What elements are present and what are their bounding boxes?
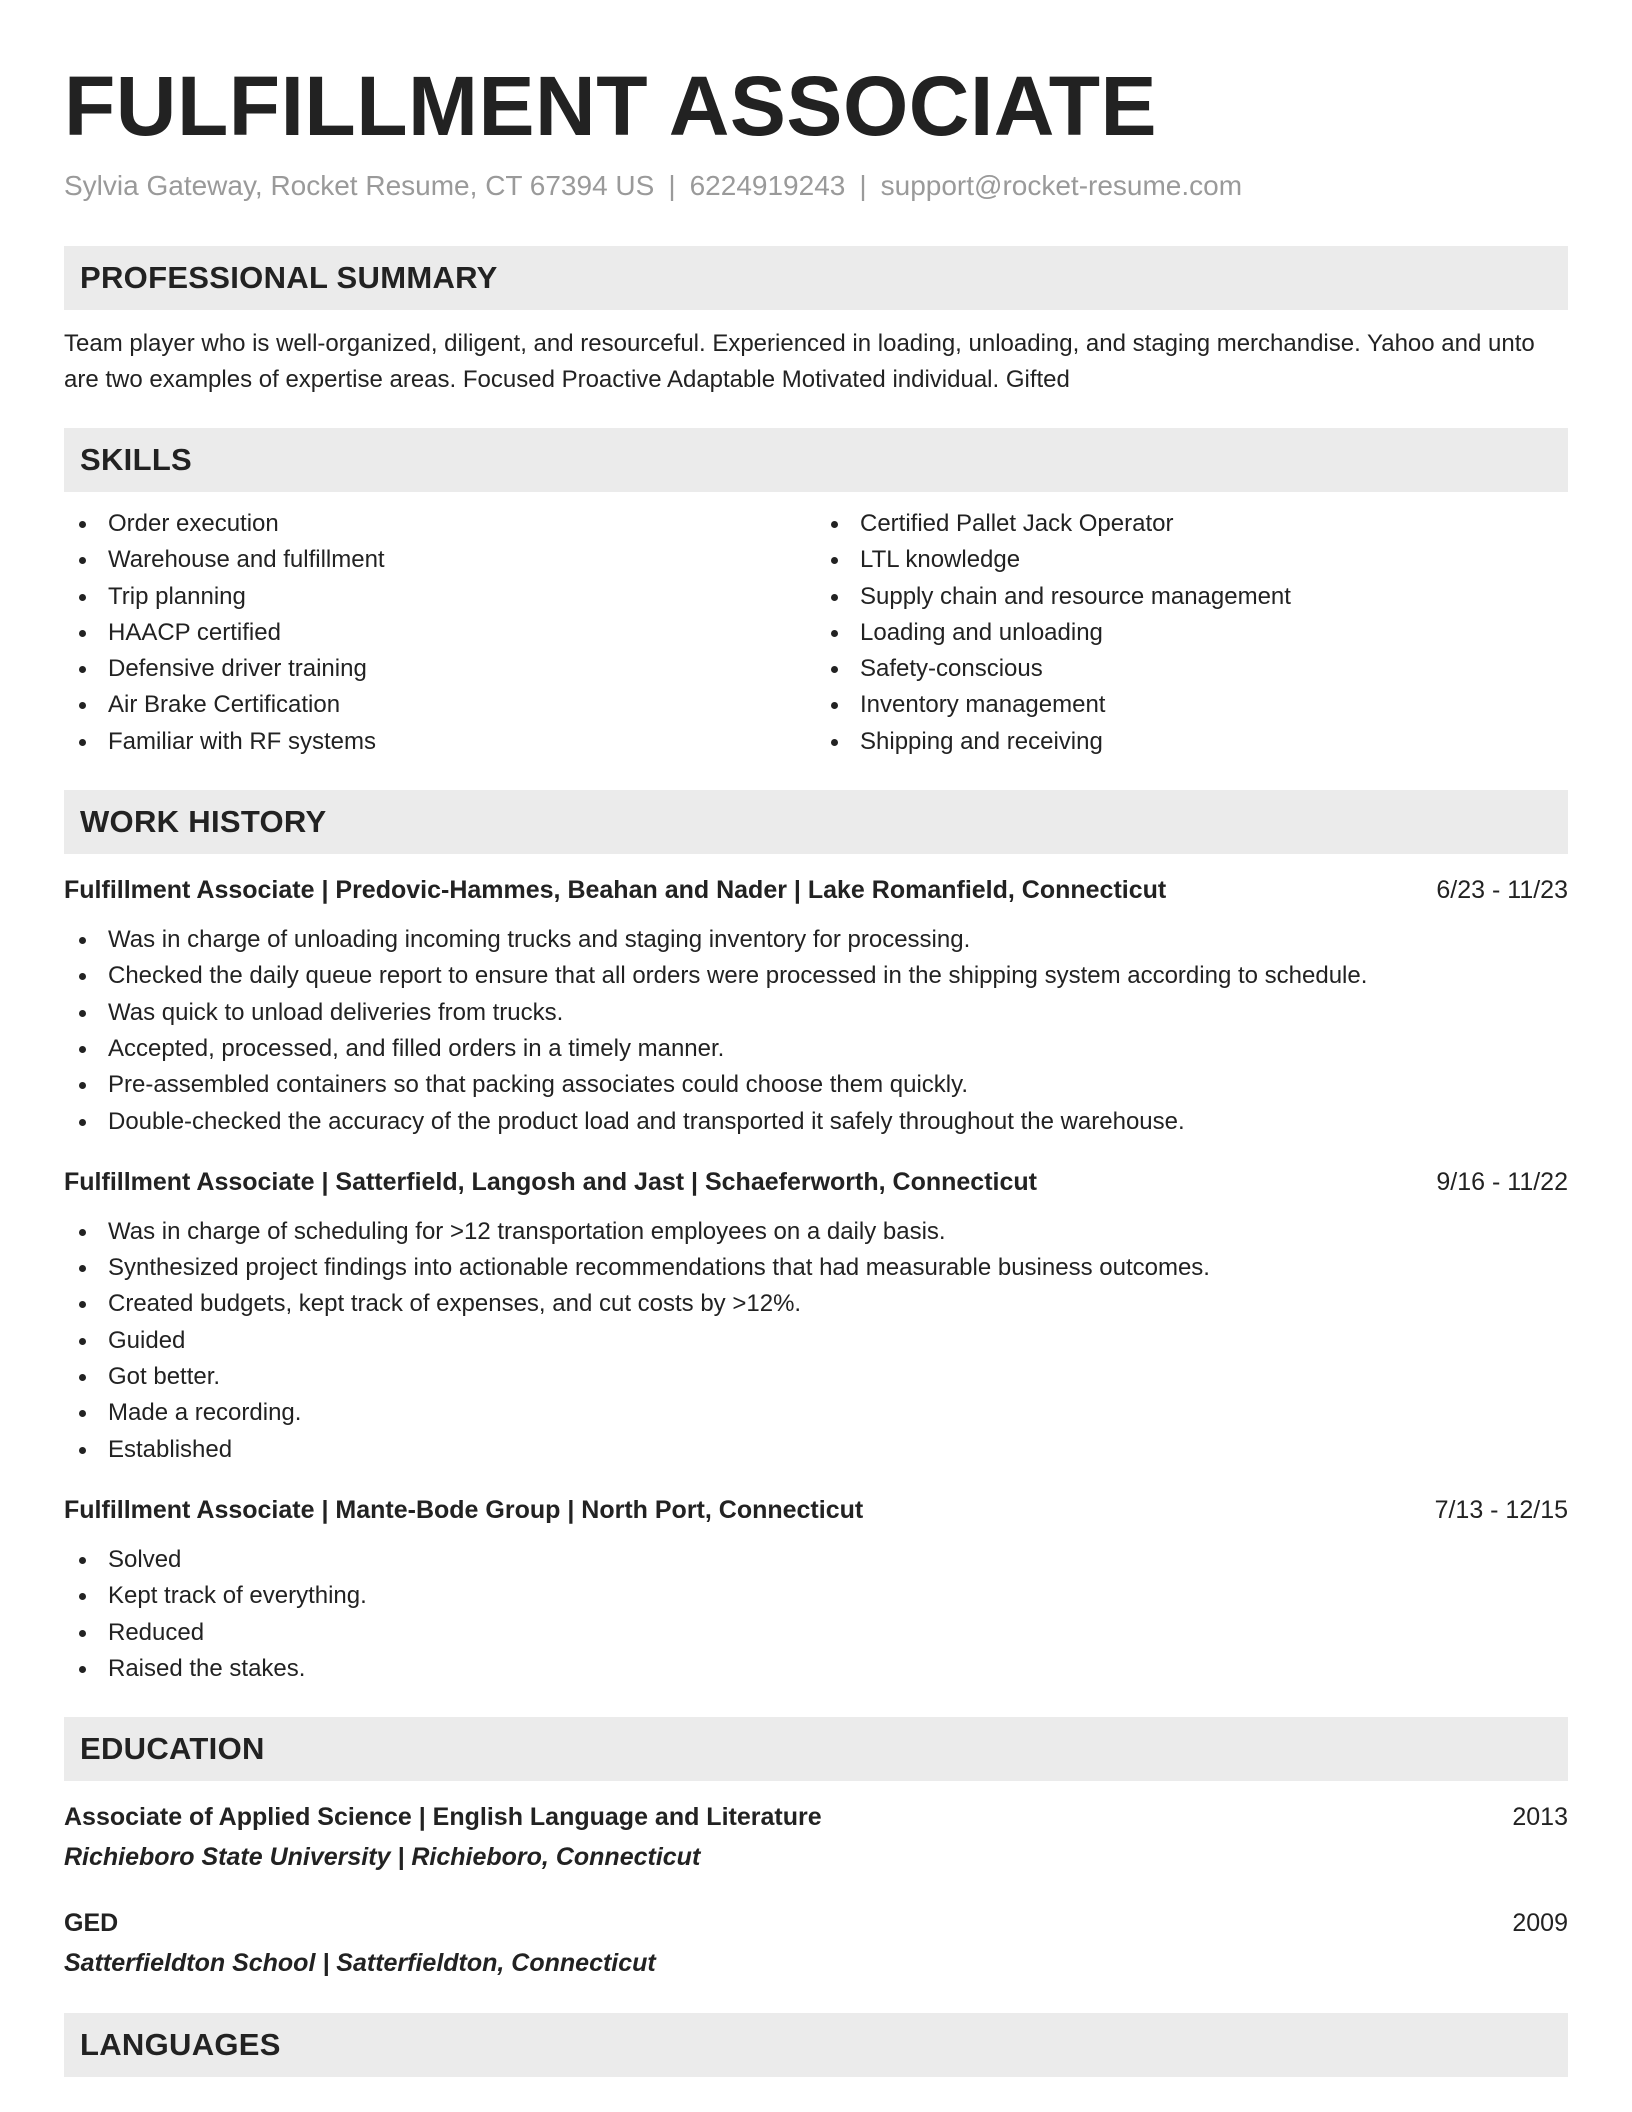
languages-section-title: LANGUAGES — [80, 2027, 281, 2063]
job-heading: Fulfillment Associate | Satterfield, Langosh and Jast | Schaeferworth, Connecticut — [64, 1167, 1037, 1196]
skill-item: HAACP certified — [64, 615, 816, 651]
education-school: Richieboro State University | Richieboro, Connecticut — [64, 1843, 701, 1872]
contact-phone: 6224919243 — [689, 170, 846, 201]
job-bullets — [64, 1214, 1568, 1468]
contact-separator: | — [859, 170, 867, 201]
job-bullet: Double-checked the accuracy of the product load and transported it safely throughout the warehouse. — [64, 1104, 1568, 1140]
job-header — [64, 1492, 1568, 1528]
skills-column-left — [64, 506, 816, 760]
skill-item: Order execution — [64, 506, 816, 542]
job-entry — [64, 1492, 1568, 1687]
education-section-header — [64, 1717, 1568, 1781]
job-bullet: Guided — [64, 1323, 1568, 1359]
education-school: Satterfieldton School | Satterfieldton, Connecticut — [64, 1949, 656, 1978]
work-section-title: WORK HISTORY — [80, 804, 327, 840]
education-degree: Associate of Applied Science | English Language and Literature — [64, 1803, 822, 1832]
resume-title: FULFILLMENT ASSOCIATE — [64, 59, 1158, 153]
education-year: 2013 — [1512, 1803, 1568, 1832]
job-bullet: Kept track of everything. — [64, 1578, 1568, 1614]
job-bullet: Got better. — [64, 1359, 1568, 1395]
education-degree: GED — [64, 1909, 119, 1938]
skill-item: Trip planning — [64, 579, 816, 615]
education-header — [64, 1905, 1568, 1941]
job-header — [64, 1164, 1568, 1200]
languages-section-header — [64, 2013, 1568, 2077]
skill-item: Supply chain and resource management — [816, 579, 1568, 615]
education-section-title: EDUCATION — [80, 1731, 265, 1767]
skill-item: Air Brake Certification — [64, 687, 816, 723]
job-dates: 6/23 - 11/23 — [1436, 876, 1568, 905]
job-bullet: Was quick to unload deliveries from trucks. — [64, 995, 1568, 1031]
job-entry — [64, 872, 1568, 1140]
work-section-header — [64, 790, 1568, 854]
job-bullet: Reduced — [64, 1615, 1568, 1651]
skill-item: Defensive driver training — [64, 651, 816, 687]
job-heading: Fulfillment Associate | Mante-Bode Group | North Port, Connecticut — [64, 1495, 864, 1524]
job-entry — [64, 1164, 1568, 1468]
education-year: 2009 — [1512, 1909, 1568, 1938]
skill-item: Inventory management — [816, 687, 1568, 723]
skill-item: Familiar with RF systems — [64, 724, 816, 760]
job-bullet: Was in charge of scheduling for >12 transportation employees on a daily basis. — [64, 1214, 1568, 1250]
job-heading: Fulfillment Associate | Predovic-Hammes, Beahan and Nader | Lake Romanfield, Connecticut — [64, 876, 1167, 905]
education-header — [64, 1799, 1568, 1835]
skill-item: Shipping and receiving — [816, 724, 1568, 760]
summary-text: Team player who is well-organized, diligent, and resourceful. Experienced in loading, unloading, and staging merchandise. Yahoo and unto are two examples of expertise areas. Focused Proactive Adaptable Motivated individual. Gifted — [64, 330, 1535, 393]
job-bullet: Made a recording. — [64, 1395, 1568, 1431]
job-bullet: Checked the daily queue report to ensure that all orders were processed in the shipping system according to schedule. — [64, 958, 1568, 994]
job-bullet: Synthesized project findings into actionable recommendations that had measurable business outcomes. — [64, 1250, 1568, 1286]
skill-item: Warehouse and fulfillment — [64, 542, 816, 578]
skill-item: Certified Pallet Jack Operator — [816, 506, 1568, 542]
contact-address: Sylvia Gateway, Rocket Resume, CT 67394 US — [64, 170, 655, 201]
job-bullet: Raised the stakes. — [64, 1651, 1568, 1687]
contact-email: support@rocket-resume.com — [880, 170, 1243, 201]
skill-item: Loading and unloading — [816, 615, 1568, 651]
job-bullets — [64, 922, 1568, 1140]
job-bullet: Created budgets, kept track of expenses, and cut costs by >12%. — [64, 1286, 1568, 1322]
contact-separator: | — [668, 170, 676, 201]
job-bullets — [64, 1542, 1568, 1687]
resume-page — [64, 0, 1568, 2077]
skills-section-header — [64, 428, 1568, 492]
skills-list — [64, 506, 1568, 760]
job-header — [64, 872, 1568, 908]
job-bullet: Accepted, processed, and filled orders in a timely manner. — [64, 1031, 1568, 1067]
skill-item: Safety-conscious — [816, 651, 1568, 687]
job-bullet: Solved — [64, 1542, 1568, 1578]
skills-column-right — [816, 506, 1568, 760]
summary-section-header — [64, 246, 1568, 310]
skills-section-title: SKILLS — [80, 442, 193, 477]
job-bullet: Was in charge of unloading incoming trucks and staging inventory for processing. — [64, 922, 1568, 958]
job-bullet: Pre-assembled containers so that packing associates could choose them quickly. — [64, 1067, 1568, 1103]
summary-section-title: PROFESSIONAL SUMMARY — [80, 260, 498, 295]
skill-item: LTL knowledge — [816, 542, 1568, 578]
education-entry — [64, 1905, 1568, 1981]
contact-line — [64, 168, 1568, 204]
education-entry — [64, 1799, 1568, 1875]
job-bullet: Established — [64, 1432, 1568, 1468]
job-dates: 7/13 - 12/15 — [1434, 1495, 1568, 1524]
job-dates: 9/16 - 11/22 — [1436, 1167, 1568, 1196]
